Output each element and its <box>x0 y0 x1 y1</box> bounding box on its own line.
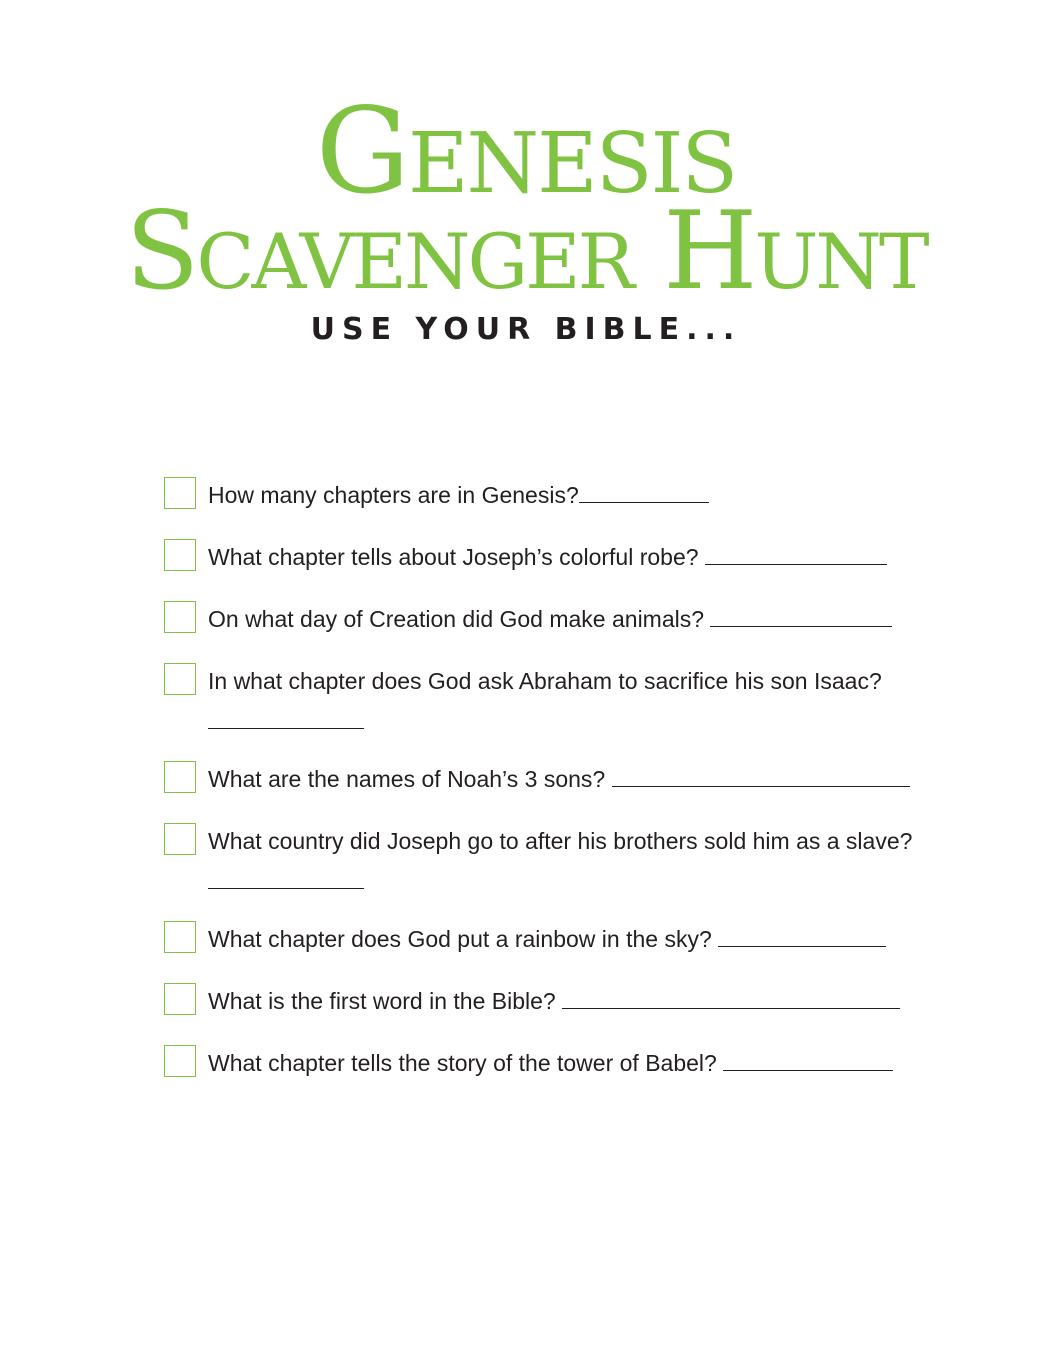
question-text: What chapter tells the story of the tower of Babel? <box>208 1050 717 1076</box>
answer-blank[interactable] <box>562 984 900 1009</box>
question-item <box>164 822 984 898</box>
question-text: What country did Joseph go to after his brothers sold him as a slave? <box>208 828 913 854</box>
question-text: What is the first word in the Bible? <box>208 988 556 1014</box>
question-text: What chapter does God put a rainbow in the sky? <box>208 926 712 952</box>
question-item <box>164 600 984 638</box>
checkbox[interactable] <box>164 761 196 793</box>
answer-blank[interactable] <box>208 704 364 729</box>
question-text: What are the names of Noah’s 3 sons? <box>208 766 606 792</box>
title-line-2: Scavenger Hunt <box>125 189 927 314</box>
answer-blank[interactable] <box>710 602 892 627</box>
question-item <box>164 1044 984 1082</box>
checkbox[interactable] <box>164 823 196 855</box>
checkbox[interactable] <box>164 477 196 509</box>
checkbox[interactable] <box>164 601 196 633</box>
question-item <box>164 662 984 738</box>
question-item <box>164 476 984 514</box>
question-text: How many chapters are in Genesis? <box>208 482 579 508</box>
question-text: On what day of Creation did God make animals? <box>208 606 705 632</box>
title-line-1: Genesis <box>315 82 737 220</box>
question-item <box>164 982 984 1020</box>
answer-blank[interactable] <box>208 864 364 889</box>
checkbox[interactable] <box>164 663 196 695</box>
answer-blank[interactable] <box>705 540 887 565</box>
answer-blank[interactable] <box>579 478 709 503</box>
question-item <box>164 920 984 958</box>
checkbox[interactable] <box>164 983 196 1015</box>
question-text: What chapter tells about Joseph’s colorful robe? <box>208 544 699 570</box>
answer-blank[interactable] <box>718 922 886 947</box>
question-item <box>164 760 984 798</box>
question-text: In what chapter does God ask Abraham to sacrifice his son Isaac? <box>208 668 882 694</box>
question-item <box>164 538 984 576</box>
checkbox[interactable] <box>164 539 196 571</box>
subtitle: USE YOUR BIBLE... <box>310 312 742 347</box>
checkbox[interactable] <box>164 921 196 953</box>
question-list <box>164 476 984 1106</box>
answer-blank[interactable] <box>612 762 910 787</box>
answer-blank[interactable] <box>723 1046 893 1071</box>
checkbox[interactable] <box>164 1045 196 1077</box>
